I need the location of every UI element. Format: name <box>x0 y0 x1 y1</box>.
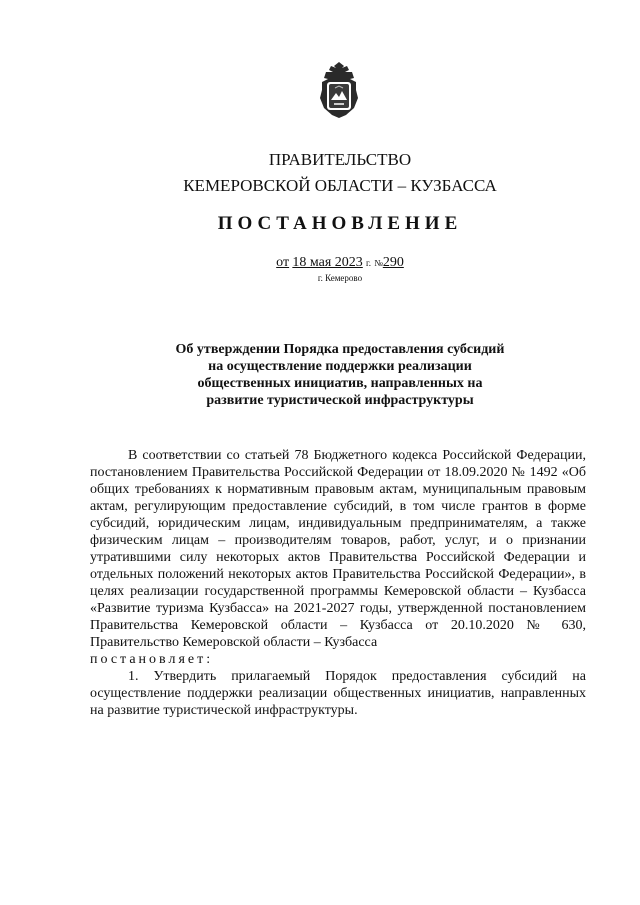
subject-line-3: общественных инициатив, направленных на <box>197 376 483 391</box>
preamble-paragraph <box>90 447 586 668</box>
resolution-item-1: 1. Утвердить прилагаемый Порядок предоставления субсидий на осуществление поддержки реализации общественных инициатив, направленных на развитие туристической инфраструктуры. <box>90 669 586 718</box>
city: г. Кемерово <box>317 273 363 283</box>
gov-line-1: ПРАВИТЕЛЬСТВО <box>268 150 412 169</box>
year-suffix: г. <box>366 258 371 268</box>
date-prefix: от <box>276 255 290 270</box>
subject-line-1: Об утверждении Порядка предоставления субсидий <box>175 342 505 357</box>
government-name <box>0 147 640 199</box>
number-sign: № <box>374 258 383 268</box>
subject-line-2: на осуществление поддержки реализации <box>208 359 472 374</box>
document-body <box>90 447 586 719</box>
preamble-text: В соответствии со статьей 78 Бюджетного кодекса Российской Федерации, постановлением Правительства Российской Федерации от 18.09.2020 № 1492 «Об общих требованиях к нормативным правовым актам, муниципальным правовым актам, регулирующим предоставление субсидий, в том числе грантов в форме субсидий, юридическим лицам, индивидуальным предпринимателям, а также физическим лицам – производителям товаров, работ, услуг, и о признании утратившими силу некоторых актов Правительства Российской Федерации и отдельных положений некоторых актов Правительства Российской Федерации», в целях реализации государственной программы Кемеровской области – Кузбасса «Развитие туризма Кузбасса» на 2021-2027 годы, утвержденной постановлением Правительства Кемеровской области – Кузбасса от 20.10.2020 № 630, Правительство Кемеровской области – Кузбасса <box>90 448 586 650</box>
date-line <box>0 254 640 271</box>
document-number: 290 <box>382 255 404 270</box>
resolves-word: постановляет: <box>90 652 214 667</box>
gov-line-2: КЕМЕРОВСКОЙ ОБЛАСТИ – КУЗБАССА <box>183 176 497 195</box>
document-date: 18 мая 2023 <box>292 255 363 270</box>
subject-line-4: развитие туристической инфраструктуры <box>206 393 474 408</box>
document-subject <box>0 341 640 409</box>
coat-of-arms-icon <box>314 60 364 120</box>
document-type: ПОСТАНОВЛЕНИЕ <box>217 213 463 234</box>
